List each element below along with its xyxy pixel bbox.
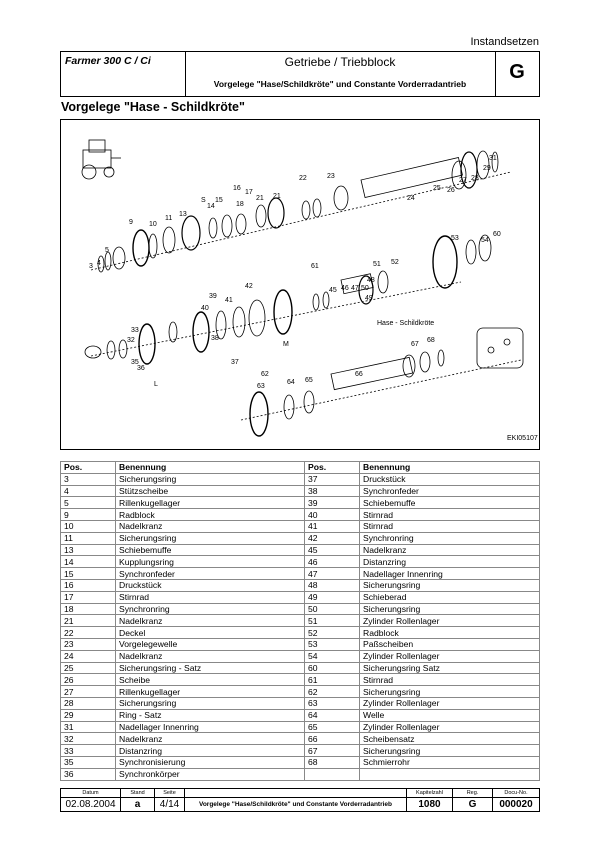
table-row — [61, 686, 540, 698]
part-number-label: 64 — [287, 379, 295, 386]
header-pos-left: Pos. — [61, 462, 116, 474]
cell-pos-left: 24 — [61, 650, 116, 662]
part-number-label: 33 — [131, 327, 139, 334]
cell-pos-left: 35 — [61, 756, 116, 768]
table-row — [61, 674, 540, 686]
part-number-label: 39 — [209, 293, 217, 300]
part-number-label: 31 — [489, 155, 497, 162]
cell-name-left: Scheibe — [116, 674, 305, 686]
cell-name-left: Kupplungsring — [116, 556, 305, 568]
part-number-label: 38 — [211, 335, 219, 342]
cell-name-right: Zylinder Rollenlager — [360, 721, 540, 733]
part-number-label: 26 — [447, 187, 455, 194]
cell-name-right: Sicherungsring — [360, 603, 540, 615]
cell-pos-left: 28 — [61, 697, 116, 709]
part-number-label: 41 — [225, 297, 233, 304]
footer-register-cell — [453, 789, 493, 811]
footer-date: 02.08.2004 — [65, 799, 116, 810]
header-pos-right: Pos. — [305, 462, 360, 474]
table-row — [61, 768, 540, 780]
part-number-label: 60 — [493, 231, 501, 238]
table-row — [61, 709, 540, 721]
part-number-label: 23 — [327, 173, 335, 180]
part-number-label: 3 — [89, 263, 93, 270]
cell-pos-right: 37 — [305, 473, 360, 485]
cell-name-right: Zylinder Rollenlager — [360, 697, 540, 709]
cell-name-left: Nadelkranz — [116, 733, 305, 745]
part-number-label: 62 — [261, 371, 269, 378]
table-row — [61, 721, 540, 733]
part-number-label: 45 — [329, 287, 337, 294]
cell-pos-right: 49 — [305, 591, 360, 603]
model-name: Farmer 300 C / Ci — [65, 55, 151, 67]
cell-pos-left: 23 — [61, 638, 116, 650]
part-number-label: 29 — [483, 165, 491, 172]
part-number-label: 48 — [367, 277, 375, 284]
cell-pos-left: 26 — [61, 674, 116, 686]
part-number-label: 16 — [233, 185, 241, 192]
cell-pos-left: 9 — [61, 509, 116, 521]
part-number-label: 35 — [131, 359, 139, 366]
header-box — [60, 51, 540, 97]
cell-name-right: Schmierrohr — [360, 756, 540, 768]
cell-pos-right: 42 — [305, 532, 360, 544]
cell-pos-right: 62 — [305, 686, 360, 698]
cell-name-right: Sicherungsring — [360, 579, 540, 591]
part-number-label: 13 — [179, 211, 187, 218]
part-number-label: 17 — [245, 189, 253, 196]
table-row — [61, 733, 540, 745]
header-name-right: Benennung — [360, 462, 540, 474]
part-number-label: 66 — [355, 371, 363, 378]
part-number-label: 65 — [305, 377, 313, 384]
cell-name-left: Rillenkugellager — [116, 497, 305, 509]
part-number-label: 14 — [207, 203, 215, 210]
table-row — [61, 627, 540, 639]
top-row-parts — [98, 151, 498, 272]
group-subtitle: Vorgelege "Hase/Schildkröte" und Constante Vorderradantrieb — [213, 79, 467, 89]
callout-m: M — [283, 341, 289, 348]
part-number-label: 54 — [481, 237, 489, 244]
cell-pos-right: 65 — [305, 721, 360, 733]
part-number-label: 68 — [427, 337, 435, 344]
figure-id: EKI05107 — [507, 435, 538, 442]
table-row — [61, 509, 540, 521]
cell-pos-right: 61 — [305, 674, 360, 686]
exploded-view-drawing — [61, 120, 539, 449]
part-number-label: 21 — [273, 193, 281, 200]
part-number-label: 27 — [459, 177, 467, 184]
cell-pos-left: 15 — [61, 568, 116, 580]
table-row — [61, 520, 540, 532]
table-row — [61, 745, 540, 757]
cell-name-right: Radblock — [360, 627, 540, 639]
cell-name-right: Schieberad — [360, 591, 540, 603]
part-number-label: 42 — [245, 283, 253, 290]
cell-pos-left: 21 — [61, 615, 116, 627]
cell-name-left: Nadelkranz — [116, 615, 305, 627]
cell-name-right — [360, 768, 540, 780]
part-number-label: 25 — [433, 185, 441, 192]
table-row — [61, 485, 540, 497]
part-number-label: 52 — [391, 259, 399, 266]
table-row — [61, 638, 540, 650]
part-number-label: 11 — [165, 215, 173, 222]
cell-pos-right: 40 — [305, 509, 360, 521]
cell-pos-left: 22 — [61, 627, 116, 639]
cell-name-right: Distanzring — [360, 556, 540, 568]
cell-name-right: Paßscheiben — [360, 638, 540, 650]
part-number-label: 53 — [451, 235, 459, 242]
cell-name-left: Rillenkugellager — [116, 686, 305, 698]
cell-pos-left: 17 — [61, 591, 116, 603]
cell-name-right: Synchronring — [360, 532, 540, 544]
footer-docu-label: Docu-No. — [493, 789, 539, 798]
cell-name-left: Synchronfeder — [116, 568, 305, 580]
cell-name-left: Sicherungsring — [116, 532, 305, 544]
cell-name-right: Nadelkranz — [360, 544, 540, 556]
part-number-label: 21 — [256, 195, 264, 202]
cell-pos-left: 13 — [61, 544, 116, 556]
cell-pos-right — [305, 768, 360, 780]
footer-register-label: Reg. — [453, 789, 492, 798]
footer-description-cell — [185, 789, 407, 811]
cell-pos-right: 52 — [305, 627, 360, 639]
table-row — [61, 603, 540, 615]
cell-name-right: Sicherungsring — [360, 686, 540, 698]
section-label: Instandsetzen — [470, 36, 539, 48]
cell-pos-left: 32 — [61, 733, 116, 745]
part-number-label: 22 — [299, 175, 307, 182]
part-number-label: 4 — [97, 260, 101, 267]
footer-stand-cell — [121, 789, 155, 811]
cell-pos-left: 29 — [61, 709, 116, 721]
cell-pos-right: 41 — [305, 520, 360, 532]
callout-s: S — [201, 197, 206, 204]
cell-pos-right: 38 — [305, 485, 360, 497]
part-number-label: 10 — [149, 221, 157, 228]
group-cell — [185, 52, 496, 96]
cell-pos-left: 14 — [61, 556, 116, 568]
cell-pos-right: 66 — [305, 733, 360, 745]
cell-pos-left: 25 — [61, 662, 116, 674]
cell-name-left: Synchronkörper — [116, 768, 305, 780]
table-header-row — [61, 462, 540, 474]
footer-docu-cell — [493, 789, 539, 811]
cell-name-left: Deckel — [116, 627, 305, 639]
table-row — [61, 591, 540, 603]
cell-pos-left: 4 — [61, 485, 116, 497]
table-row — [61, 615, 540, 627]
chapter-letter: G — [509, 61, 525, 83]
cell-name-right: Schiebemuffe — [360, 497, 540, 509]
footer-chapter-cell — [407, 789, 453, 811]
callout-hase-schildkroete: Hase - Schildkröte — [377, 320, 435, 327]
cell-pos-right: 67 — [305, 745, 360, 757]
part-number-label: 46 — [341, 285, 349, 292]
table-row — [61, 756, 540, 768]
cell-name-left: Synchronisierung — [116, 756, 305, 768]
footer-description-label — [185, 789, 406, 798]
cell-pos-right: 46 — [305, 556, 360, 568]
cell-name-left: Distanzring — [116, 745, 305, 757]
cell-pos-left: 10 — [61, 520, 116, 532]
cell-name-left: Stützscheibe — [116, 485, 305, 497]
footer-chapter: 1080 — [418, 799, 441, 810]
cell-name-left: Sicherungsring — [116, 473, 305, 485]
part-number-label: 36 — [137, 365, 145, 372]
part-number-label: 49 — [365, 295, 373, 302]
cell-name-left: Radblock — [116, 509, 305, 521]
cell-name-right: Sicherungsring — [360, 745, 540, 757]
footer-description: Vorgelege "Hase/Schildkröte" und Constante Vorderradantrieb — [198, 801, 393, 808]
cell-name-left: Schiebemuffe — [116, 544, 305, 556]
footer-page: 4/14 — [159, 799, 180, 810]
cell-pos-right: 64 — [305, 709, 360, 721]
part-number-label: 40 — [201, 305, 209, 312]
cell-name-right: Zylinder Rollenlager — [360, 650, 540, 662]
table-row — [61, 662, 540, 674]
cell-pos-left: 5 — [61, 497, 116, 509]
table-row — [61, 568, 540, 580]
part-number-label: 50 — [361, 285, 369, 292]
cell-pos-right: 50 — [305, 603, 360, 615]
part-number-label: 32 — [127, 337, 135, 344]
cell-pos-right: 47 — [305, 568, 360, 580]
cell-name-right: Zylinder Rollenlager — [360, 615, 540, 627]
parts-table — [60, 461, 540, 781]
cell-name-left: Stirnrad — [116, 591, 305, 603]
table-row — [61, 532, 540, 544]
cell-name-right: Sicherungsring Satz — [360, 662, 540, 674]
table-row — [61, 497, 540, 509]
footer-stand: a — [134, 799, 141, 810]
cell-pos-left: 31 — [61, 721, 116, 733]
part-number-label: 51 — [373, 261, 381, 268]
cell-pos-right: 53 — [305, 638, 360, 650]
part-number-label: 18 — [236, 201, 244, 208]
footer-register: G — [468, 799, 477, 810]
table-row — [61, 544, 540, 556]
table-row — [61, 697, 540, 709]
cell-name-left: Sicherungsring - Satz — [116, 662, 305, 674]
model-cell — [61, 52, 186, 96]
part-number-label: 5 — [105, 247, 109, 254]
part-number-label: 61 — [311, 263, 319, 270]
footer-page-cell — [155, 789, 185, 811]
part-number-label: 63 — [257, 383, 265, 390]
chapter-cell — [495, 52, 539, 96]
footer-docu-no: 000020 — [499, 799, 533, 810]
cell-pos-right: 45 — [305, 544, 360, 556]
cell-name-right: Druckstück — [360, 473, 540, 485]
table-row — [61, 579, 540, 591]
part-number-label: 15 — [215, 197, 223, 204]
cell-name-left: Nadelkranz — [116, 650, 305, 662]
cell-pos-right: 48 — [305, 579, 360, 591]
table-row — [61, 650, 540, 662]
header-name-left: Benennung — [116, 462, 305, 474]
cell-pos-right: 54 — [305, 650, 360, 662]
part-number-label: 9 — [129, 219, 133, 226]
cell-pos-left: 3 — [61, 473, 116, 485]
cell-name-right: Nadellager Innenring — [360, 568, 540, 580]
page-title: Vorgelege "Hase - Schildkröte" — [61, 100, 245, 114]
part-number-label: 47 — [351, 285, 359, 292]
cell-pos-left: 11 — [61, 532, 116, 544]
footer-chapter-label: Kapitelzahl — [407, 789, 452, 798]
footer-page-label: Seite — [155, 789, 184, 798]
exploded-view-figure — [60, 119, 540, 450]
cell-pos-right: 39 — [305, 497, 360, 509]
footer-date-cell — [61, 789, 121, 811]
cell-name-left: Ring - Satz — [116, 709, 305, 721]
callout-l: L — [154, 381, 158, 388]
part-number-label: 67 — [411, 341, 419, 348]
cell-pos-left: 36 — [61, 768, 116, 780]
cell-pos-left: 33 — [61, 745, 116, 757]
cell-name-left: Synchronring — [116, 603, 305, 615]
group-title: Getriebe / Triebblock — [284, 55, 396, 69]
cell-name-right: Stirnrad — [360, 674, 540, 686]
cell-name-left: Sicherungsring — [116, 697, 305, 709]
cell-pos-left: 16 — [61, 579, 116, 591]
footer-date-label: Datum — [61, 789, 120, 798]
cell-pos-right: 68 — [305, 756, 360, 768]
part-number-label: 37 — [231, 359, 239, 366]
part-number-label: 28 — [471, 175, 479, 182]
part-number-label: 24 — [407, 195, 415, 202]
cell-pos-left: 27 — [61, 686, 116, 698]
cell-pos-right: 60 — [305, 662, 360, 674]
cell-name-left: Nadelkranz — [116, 520, 305, 532]
footer-stand-label: Stand — [121, 789, 154, 798]
cell-name-right: Synchronfeder — [360, 485, 540, 497]
cell-name-right: Stirnrad — [360, 520, 540, 532]
table-row — [61, 556, 540, 568]
cell-name-left: Vorgelegewelle — [116, 638, 305, 650]
cell-name-left: Druckstück — [116, 579, 305, 591]
cell-name-left: Nadellager Innenring — [116, 721, 305, 733]
cell-name-right: Stirnrad — [360, 509, 540, 521]
cell-pos-left: 18 — [61, 603, 116, 615]
cell-pos-right: 63 — [305, 697, 360, 709]
table-row — [61, 473, 540, 485]
cell-name-right: Scheibensatz — [360, 733, 540, 745]
cell-pos-right: 51 — [305, 615, 360, 627]
footer-box — [60, 788, 540, 812]
tractor-icon — [82, 140, 121, 179]
cell-name-right: Welle — [360, 709, 540, 721]
